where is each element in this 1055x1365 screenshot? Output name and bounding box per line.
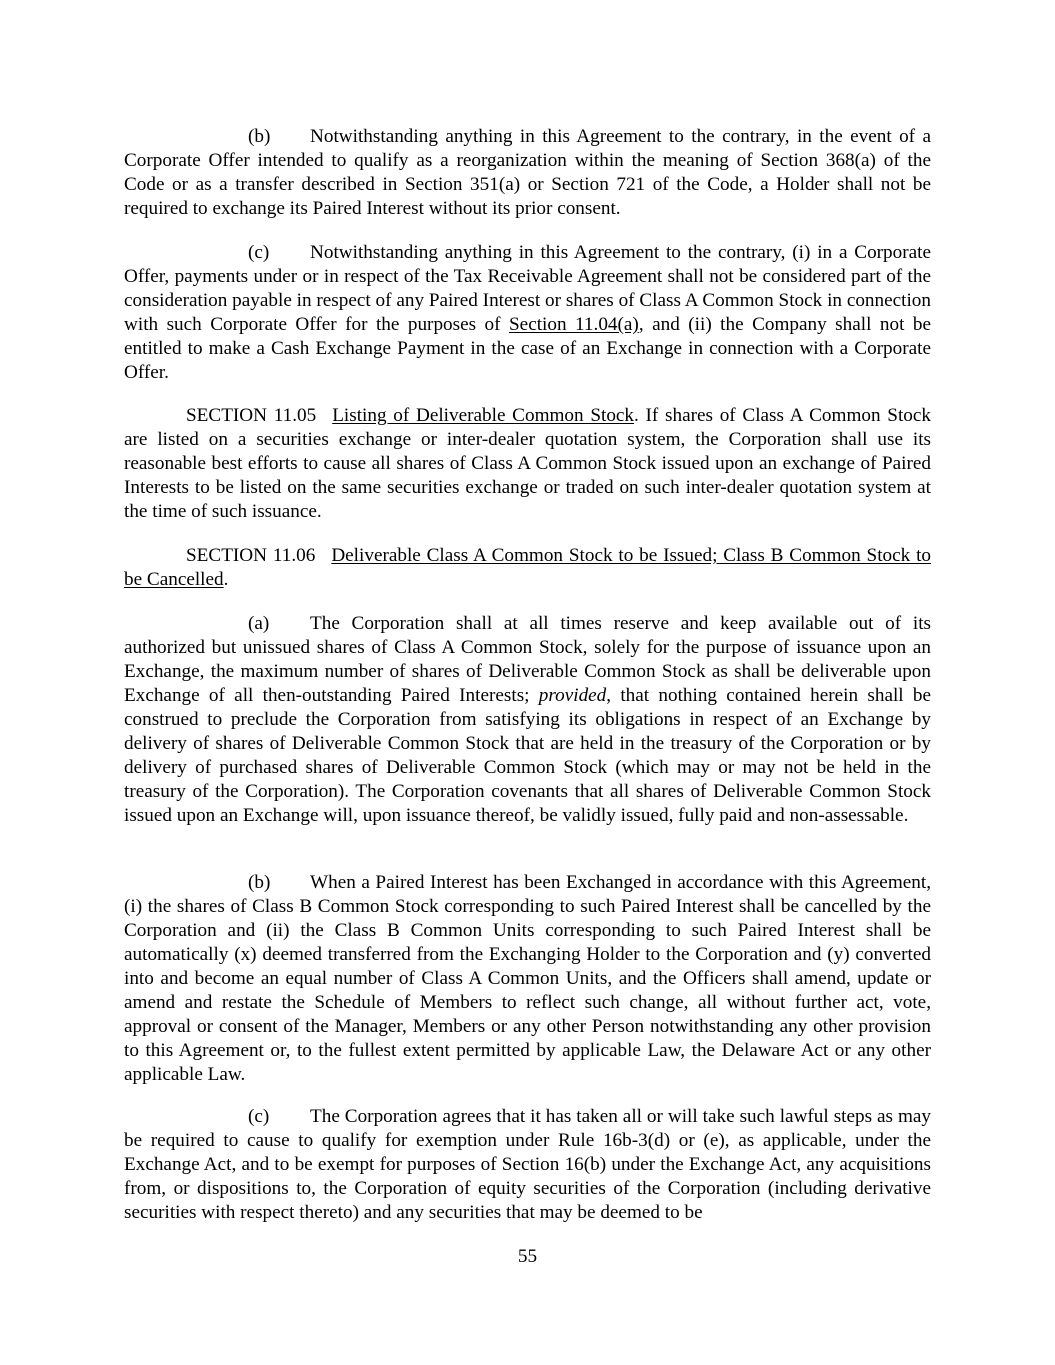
paragraph-label: (b) <box>248 126 271 147</box>
section-11-05 <box>124 404 931 524</box>
paragraph-text: , that nothing contained herein shall be construed to preclude the Corporation from satisfying its obligations in respect of an Exchange by delivery of shares of Deliverable Common Stock that are held in the treasury of the Corporation or by delivery of purchased shares of Deliverable Common Stock (which may or may not be held in the treasury of the Corporation). The Corporation covenants that all shares of Deliverable Common Stock issued upon an Exchange will, upon issuance thereof, be validly issued, fully paid and non-assessable. <box>124 685 932 826</box>
paragraph-text: The Corporation shall at all times reserve and keep available out of its authorized but unissued shares of Class A Common Stock, solely for the purpose of issuance upon an Exchange, the maximum number of shares of Deliverable Common Stock as shall be deliverable upon Exchange of all then-outstanding Paired Interests; <box>124 613 931 706</box>
paragraph-text: Notwithstanding anything in this Agreement to the contrary, (i) in a Corporate Offer, payments under or in respect of the Tax Receivable Agreement shall not be considered part of the consideration payable in respect of any Paired Interest or shares of Class A Common Stock in connection with such Corporate Offer for the purposes of <box>124 242 931 335</box>
section-heading: Deliverable Class A Common Stock to be Issued; Class B Common Stock to be Cancelled <box>124 545 931 590</box>
section-heading: Listing of Deliverable Common Stock <box>332 405 635 426</box>
section-number: SECTION 11.05 <box>186 405 317 426</box>
paragraph-11-06-c <box>124 1105 931 1225</box>
paragraph-11-04-b <box>124 125 931 221</box>
paragraph-11-06-a <box>124 612 931 828</box>
paragraph-11-04-c <box>124 241 931 385</box>
emphasis-provided: provided <box>538 685 607 706</box>
paragraph-text: When a Paired Interest has been Exchanged in accordance with this Agreement, (i) the shares of Class B Common Stock corresponding to such Paired Interest shall be cancelled by the Corporation and (ii) the Class B Common Units corresponding to such Paired Interest shall be automatically (x) deemed transferred from the Exchanging Holder to the Corporation and (y) converted into and become an equal number of Class A Common Units, and the Officers shall amend, update or amend and restate the Schedule of Members to reflect such change, all without further act, vote, approval or consent of the Manager, Members or any other Person notwithstanding any other provision to this Agreement or, to the fullest extent permitted by applicable Law, the Delaware Act or any other applicable Law. <box>124 872 931 1085</box>
paragraph-label: (c) <box>248 242 270 263</box>
paragraph-text: , and (ii) the Company shall not be entitled to make a Cash Exchange Payment in the case of an Exchange in connection with a Corporate Offer. <box>124 314 931 383</box>
paragraph-label: (b) <box>248 872 271 893</box>
section-text: . If shares of Class A Common Stock are listed on a securities exchange or inter-dealer quotation system, the Corporation shall use its reasonable best efforts to cause all shares of Class A Common Stock issued upon an exchange of Paired Interests to be listed on the same securities exchange or traded on such inter-dealer quotation system at the time of such issuance. <box>124 405 931 522</box>
section-number: SECTION 11.06 <box>186 545 316 566</box>
paragraph-11-06-b <box>124 871 931 1087</box>
paragraph-text: The Corporation agrees that it has taken all or will take such lawful steps as may be required to cause to qualify for exemption under Rule 16b-3(d) or (e), as applicable, under the Exchange Act, and to be exempt for purposes of Section 16(b) under the Exchange Act, any acquisitions from, or dispositions to, the Corporation of equity securities of the Corporation (including derivative securities with respect thereto) and any securities that may be deemed to be <box>124 1106 931 1223</box>
paragraph-label: (c) <box>248 1106 270 1127</box>
cross-reference-link[interactable]: Section 11.04(a) <box>509 314 639 335</box>
section-11-06 <box>124 544 931 592</box>
section-text: . <box>223 569 229 590</box>
paragraph-label: (a) <box>248 613 270 634</box>
paragraph-text: Notwithstanding anything in this Agreement to the contrary, in the event of a Corporate Offer intended to qualify as a reorganization within the meaning of Section 368(a) of the Code or as a transfer described in Section 351(a) or Section 721 of the Code, a Holder shall not be required to exchange its Paired Interest without its prior consent. <box>124 126 931 219</box>
page-number: 55 <box>517 1246 538 1267</box>
